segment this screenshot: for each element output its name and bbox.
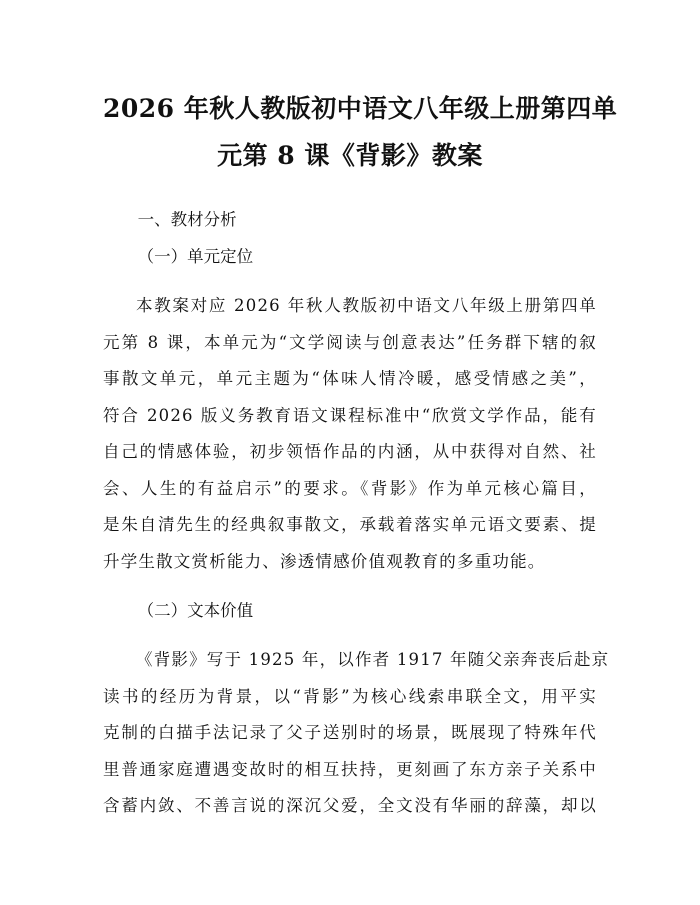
subheading-text-value: （二）文本价值: [137, 601, 254, 620]
subheading-unit-position: （一）单元定位: [137, 247, 254, 266]
paragraph-line: 读书的经历为背景，以“背影”为核心线索串联全文，用平实: [103, 686, 597, 706]
paragraph-line: 克制的白描手法记录了父子送别时的场景，既展现了特殊年代: [103, 723, 597, 742]
paragraph-line: 《背影》写于 1925 年，以作者 1917 年随父亲奔丧后赴京: [136, 650, 610, 669]
document-title: [103, 85, 618, 179]
paragraph-line: 符合 2026 版义务教育语文课程标准中“欣赏文学作品，能有: [103, 405, 597, 425]
paragraph-line: 事散文单元，单元主题为“体味人情冷暖，感受情感之美”，: [103, 369, 597, 388]
paragraph-line: 本教案对应 2026 年秋人教版初中语文八年级上册第四单: [136, 296, 597, 315]
paragraph-unit-position: [103, 288, 597, 580]
paragraph-line: 里普通家庭遭遇变故时的相互扶持，更刻画了东方亲子关系中: [103, 759, 597, 779]
paragraph-line: 含蓄内敛、不善言说的深沉父爱，全文没有华丽的辞藻，却以: [103, 796, 597, 815]
paragraph-line: 自己的情感体验，初步领悟作品的内涵，从中获得对自然、社: [103, 442, 597, 461]
paragraph-line: 元第 8 课，本单元为“文学阅读与创意表达”任务群下辖的叙: [103, 332, 597, 352]
title-line-1: 2026 年秋人教版初中语文八年级上册第四单: [103, 94, 618, 123]
paragraph-line: 会、人生的有益启示”的要求。《背影》作为单元核心篇目，: [103, 478, 597, 498]
section-heading-textbook-analysis: 一、教材分析: [137, 210, 237, 229]
paragraph-line: 升学生散文赏析能力、渗透情感价值观教育的多重功能。: [103, 551, 546, 571]
title-line-2: 元第 8 课《背影》教案: [217, 141, 483, 170]
paragraph-text-value: [103, 642, 610, 825]
paragraph-line: 是朱自清先生的经典叙事散文，承载着落实单元语文要素、提: [103, 515, 597, 534]
